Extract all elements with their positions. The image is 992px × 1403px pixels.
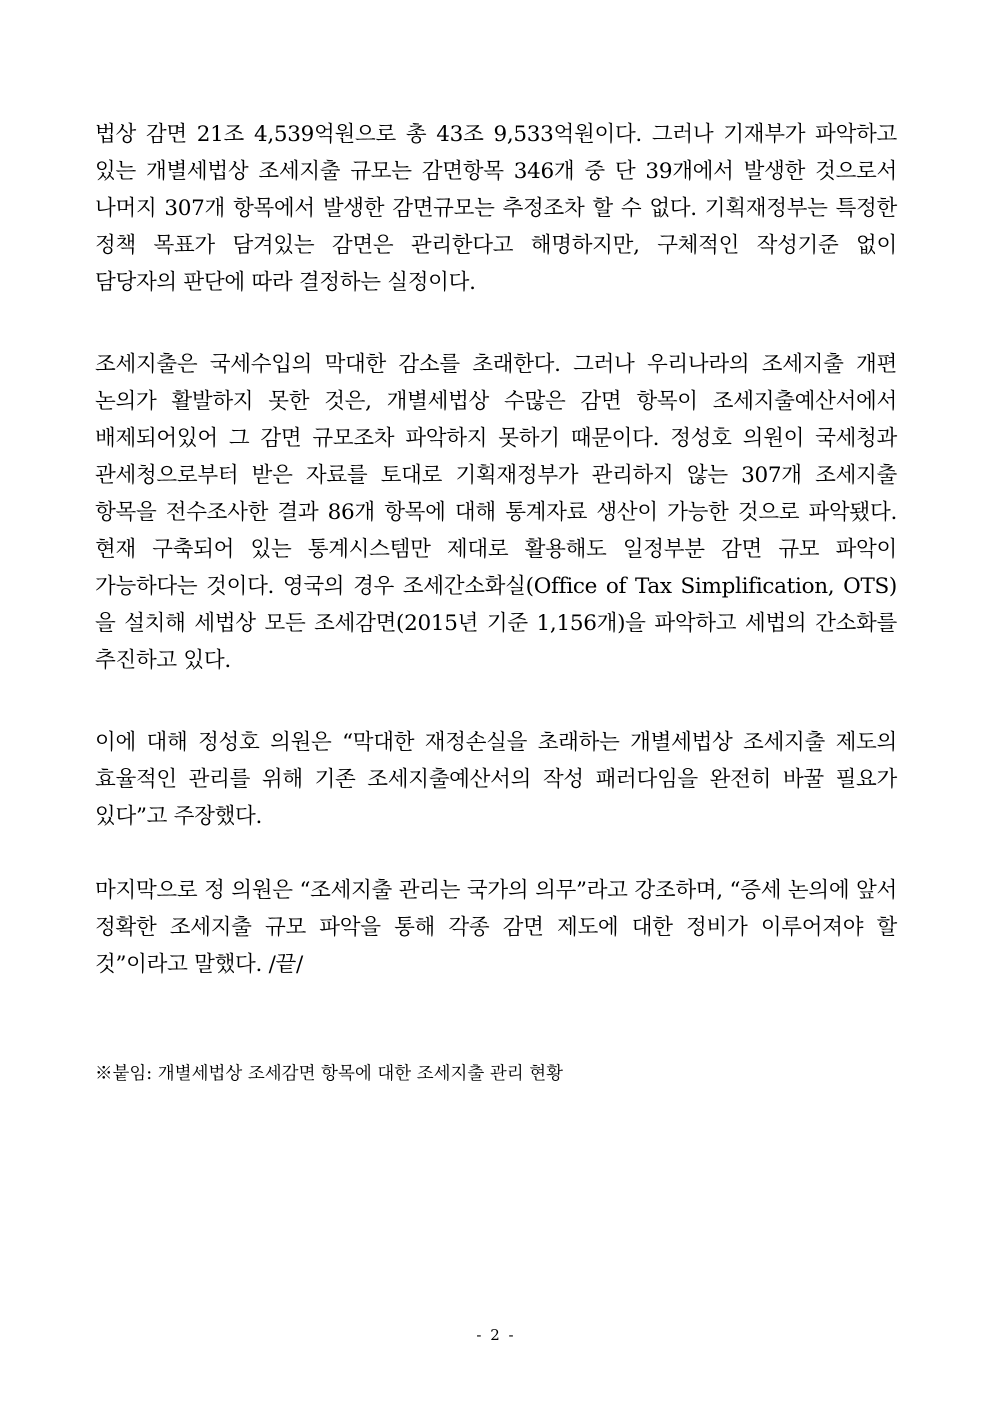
body-paragraph-2: 조세지출은 국세수입의 막대한 감소를 초래한다. 그러나 우리나라의 조세지출 개편 논의가 활발하지 못한 것은, 개별세법상 수많은 감면 항목이 조세지출예산서에서 배제되어있어 그 감면 규모조차 파악하지 못하기 때문이다. 정성호 의원이 국세청과 관세청으로부터 받은 자료를 토대로 기획재정부가 관리하지 않는 307개 조세지출 항목을 전수조사한 결과 86개 항목에 대해 통계자료 생산이 가능한 것으로 파악됐다. 현재 구축되어 있는 통계시스템만 제대로 활용해도 일정부분 감면 규모 파악이 가능하다는 것이다. 영국의 경우 조세간소화실(Office of Tax Simplification, OTS)을 설치해 세법상 모든 조세감면(2015년 기준 1,156개)을 파악하고 세법의 간소화를 추진하고 있다. [95, 352, 897, 673]
body-paragraph-3: 이에 대해 정성호 의원은 “막대한 재정손실을 초래하는 개별세법상 조세지출 제도의 효율적인 관리를 위해 기존 조세지출예산서의 작성 패러다임을 완전히 바꿀 필요가 있다”고 주장했다. [95, 730, 897, 829]
page-number: - 2 - [476, 1326, 516, 1344]
attachment-note: ※붙임: 개별세법상 조세감면 항목에 대한 조세지출 관리 현황 [95, 1064, 564, 1084]
body-paragraph-4: 마지막으로 정 의원은 “조세지출 관리는 국가의 의무”라고 강조하며, “증세 논의에 앞서 정확한 조세지출 규모 파악을 통해 각종 감면 제도에 대한 정비가 이루어져야 할 것”이라고 말했다. /끝/ [95, 878, 897, 977]
body-paragraph-1: 법상 감면 21조 4,539억원으로 총 43조 9,533억원이다. 그러나 기재부가 파악하고 있는 개별세법상 조세지출 규모는 감면항목 346개 중 단 39개에서 발생한 것으로서 나머지 307개 항목에서 발생한 감면규모는 추정조차 할 수 없다. 기획재정부는 특정한 정책 목표가 담겨있는 감면은 관리한다고 해명하지만, 구체적인 작성기준 없이 담당자의 판단에 따라 결정하는 실정이다. [95, 122, 897, 295]
